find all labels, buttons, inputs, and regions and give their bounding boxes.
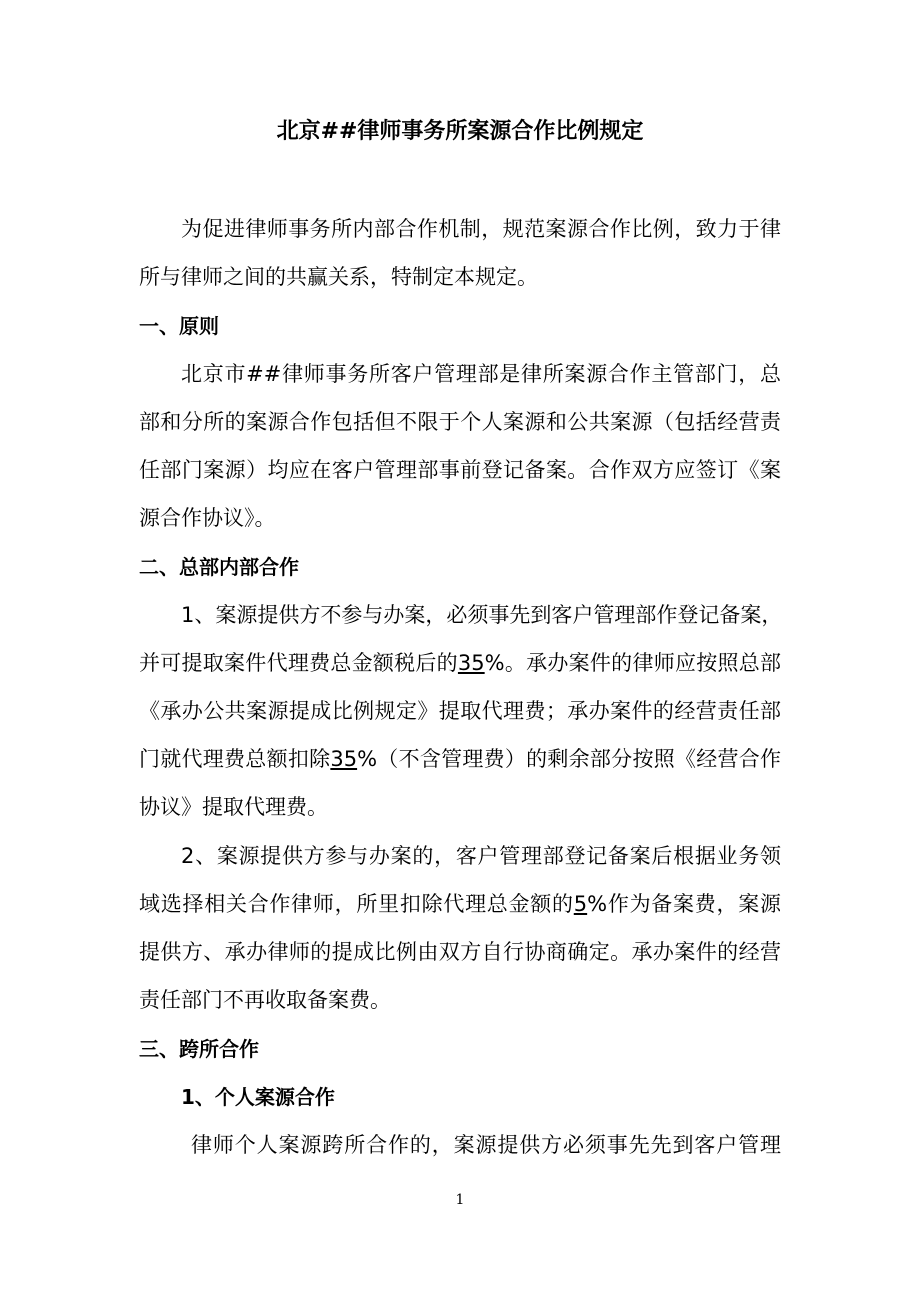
sec2-p2-line-1: 2、案源提供方参与办案的，客户管理部登记备案后根据业务领: [181, 844, 781, 868]
text-run: 域选择相关合作律师，所里扣除代理总金额的: [139, 892, 574, 916]
underlined-percent: 35: [330, 747, 358, 771]
sec2-p1-line-3: 《承办公共案源提成比例规定》提取代理费；承办案件的经营责任部: [139, 699, 781, 723]
intro-line-1: 为促进律师事务所内部合作机制，规范案源合作比例，致力于律: [181, 217, 781, 241]
sec2-p1-line-5: 协议》提取代理费。: [139, 795, 328, 819]
sec3-line-1: 律师个人案源跨所合作的，案源提供方必须事先先到客户管理: [191, 1133, 781, 1157]
underlined-percent: 35: [457, 651, 485, 675]
document-title: 北京##律师事务所案源合作比例规定: [276, 119, 644, 144]
underlined-percent: 5: [573, 892, 588, 916]
sec2-p1-line-2: [139, 648, 781, 678]
sec2-p2-line-2: [139, 889, 781, 919]
sec2-p2-line-3: 提供方、承办律师的提成比例由双方自行协商确定。承办案件的经营: [139, 940, 781, 964]
text-run: 并可提取案件代理费总金额税后的: [139, 651, 458, 675]
intro-line-2: 所与律师之间的共赢关系，特制定本规定。: [139, 265, 538, 289]
sec1-line-1: 北京市##律师事务所客户管理部是律所案源合作主管部门，总: [181, 362, 781, 386]
text-run: %作为备案费，案源: [587, 892, 781, 916]
sec1-line-4: 源合作协议》。: [139, 506, 276, 530]
sec2-p2-line-4: 责任部门不再收取备案费。: [139, 988, 391, 1012]
sec1-line-2: 部和分所的案源合作包括但不限于个人案源和公共案源（包括经营责: [139, 410, 781, 434]
sec1-line-3: 任部门案源）均应在客户管理部事前登记备案。合作双方应签订《案: [139, 458, 781, 482]
text-run: 门就代理费总额扣除: [139, 747, 331, 771]
section-3-subheading: 1、个人案源合作: [181, 1085, 335, 1109]
page-number: 1: [455, 1192, 465, 1208]
section-3-heading: 三、跨所合作: [139, 1037, 259, 1061]
text-run: %。承办案件的律师应按照总部: [484, 651, 782, 675]
sec2-p1-line-4: [139, 744, 781, 774]
sec2-p1-line-1: 1、案源提供方不参与办案，必须事先到客户管理部作登记备案，: [181, 603, 783, 627]
text-run: %（不含管理费）的剩余部分按照《经营合作: [357, 747, 782, 771]
section-2-heading: 二、总部内部合作: [139, 555, 299, 579]
section-1-heading: 一、原则: [139, 314, 219, 338]
